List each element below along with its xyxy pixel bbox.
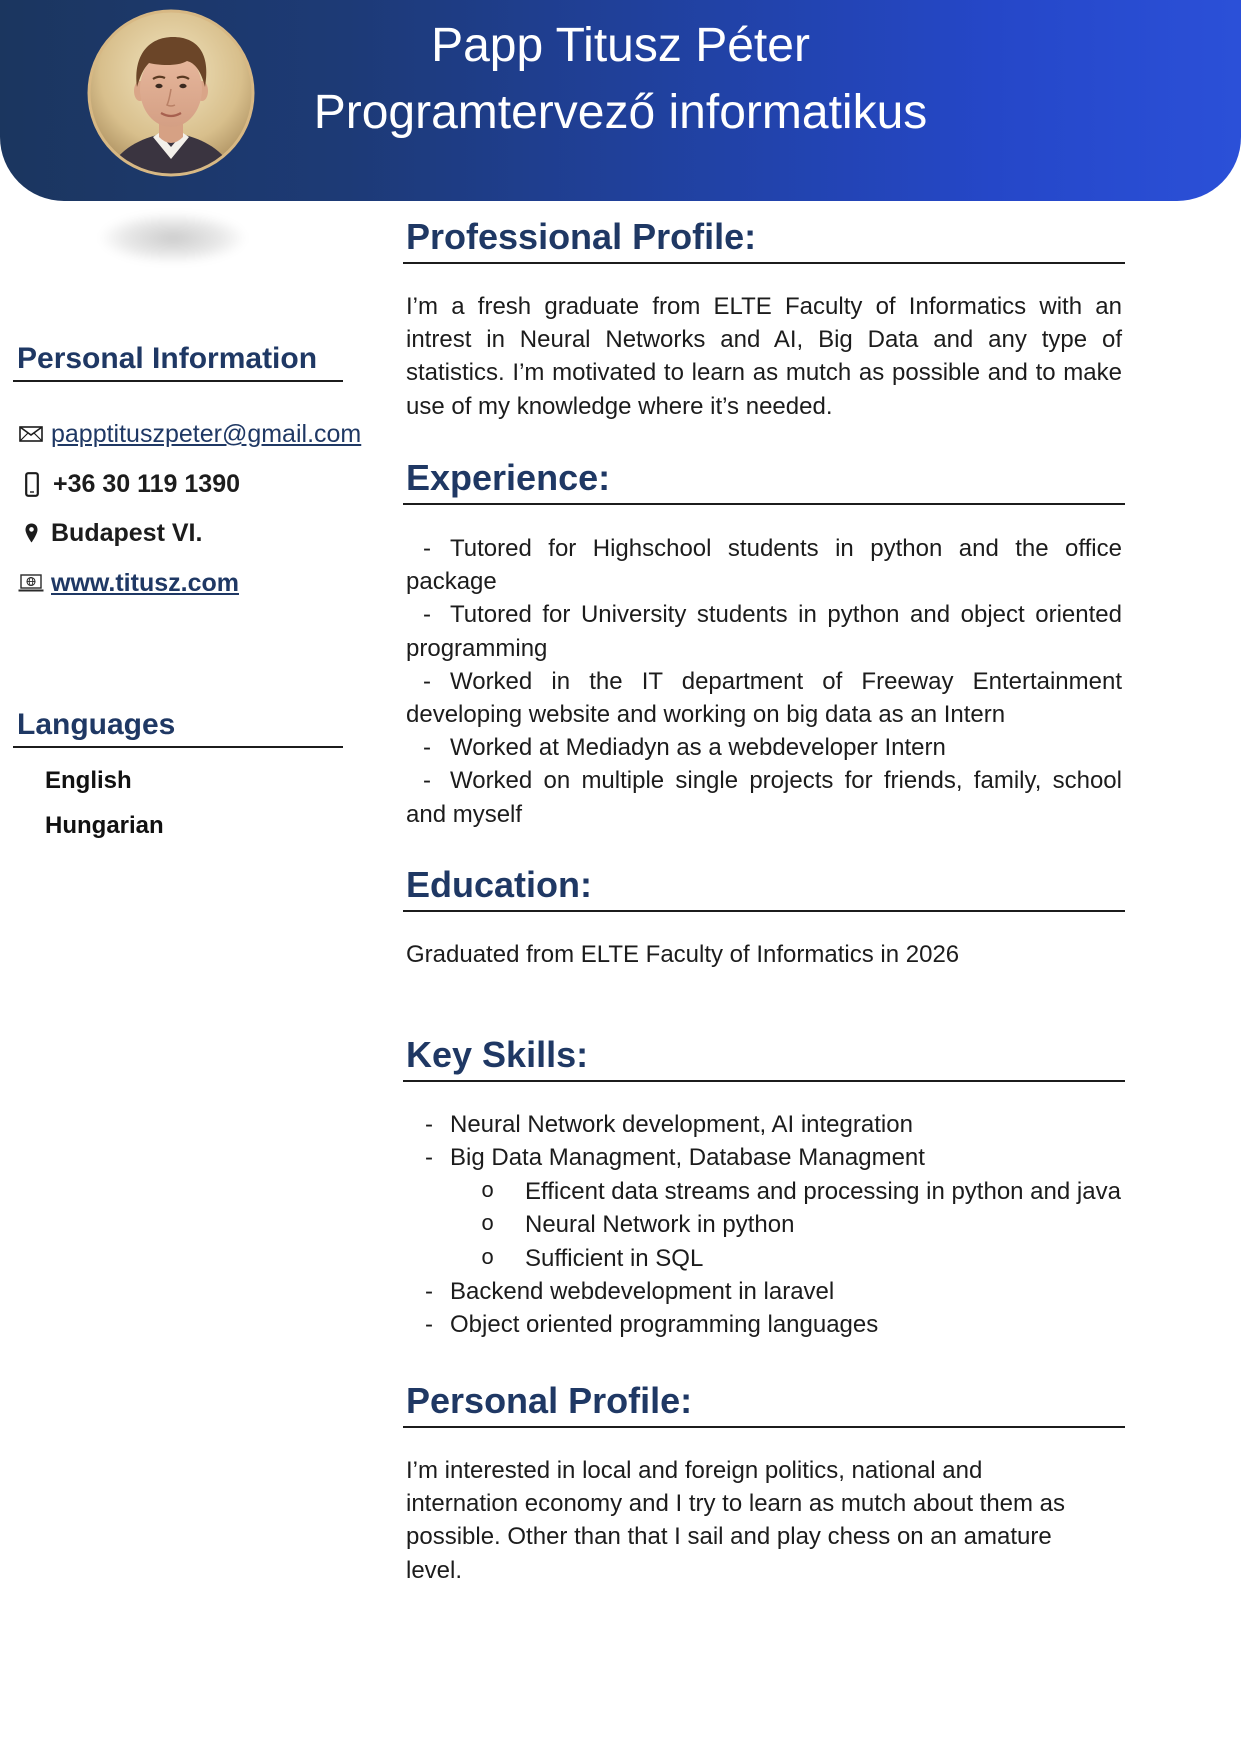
bullet-circle: o	[481, 1212, 495, 1238]
skill-sub-item-text: Efficent data streams and processing in python and java	[525, 1177, 1121, 1205]
skill-item	[406, 1108, 1122, 1141]
candidate-name: Papp Titusz Péter	[431, 19, 810, 72]
experience-item-text: Worked in the IT department of Freeway Entertainment developing website and working on big data as an Intern	[406, 667, 1122, 729]
photo-shadow	[98, 212, 248, 264]
bullet-dash: -	[425, 1278, 433, 1306]
skill-sub-item-text: Sufficient in SQL	[525, 1244, 704, 1272]
personal-information-heading: Personal Information	[13, 340, 343, 382]
personal-profile-heading: Personal Profile:	[403, 1379, 1125, 1428]
key-skills-heading: Key Skills:	[403, 1033, 1125, 1082]
bullet-dash: -	[423, 767, 431, 795]
bullet-dash: -	[423, 601, 431, 629]
experience-item-text: Tutored for University students in python and object oriented programming	[406, 601, 1122, 662]
experience-item	[406, 665, 1122, 731]
language-item: Hungarian	[45, 812, 164, 839]
experience-item-text: Worked at Mediadyn as a webdeveloper Intern	[450, 734, 946, 762]
contact-website-row	[0, 563, 395, 603]
website-icon	[18, 574, 44, 592]
skill-item-text: Neural Network development, AI integration	[450, 1111, 913, 1138]
skill-item	[406, 1275, 1122, 1308]
languages-heading: Languages	[13, 706, 343, 748]
experience-heading: Experience:	[403, 456, 1125, 505]
contact-email-row	[0, 414, 395, 454]
experience-item-text: Tutored for Highschool students in python and the office package	[406, 535, 1122, 596]
bullet-dash: -	[423, 667, 431, 695]
experience-item	[406, 598, 1122, 664]
skill-item	[406, 1308, 1122, 1341]
experience-item-text: Worked on multiple single projects for friends, family, school and myself	[406, 767, 1122, 828]
personal-profile-text: I’m interested in local and foreign politics, national and internation economy and I try to learn as mutch about them as possible. Other than that I sail and play chess on an amature level.	[406, 1457, 1066, 1584]
phone-icon	[25, 472, 39, 497]
skill-sub-item-text: Neural Network in python	[525, 1211, 795, 1239]
bullet-dash: -	[425, 1111, 433, 1138]
skill-sub-item	[406, 1175, 1122, 1208]
experience-item	[406, 532, 1122, 598]
bullet-dash: -	[425, 1144, 433, 1172]
education-heading: Education:	[403, 863, 1125, 912]
experience-item	[406, 731, 1122, 764]
contact-phone-row	[0, 464, 395, 504]
key-skills-list	[406, 1108, 1122, 1342]
experience-item	[406, 764, 1122, 830]
bullet-dash: -	[425, 1311, 433, 1339]
skill-item-text: Backend webdevelopment in laravel	[450, 1278, 835, 1306]
skill-item-text: Object oriented programming languages	[450, 1311, 879, 1339]
skill-sub-item	[406, 1242, 1122, 1275]
bullet-dash: -	[423, 535, 431, 562]
phone-number: +36 30 119 1390	[53, 470, 240, 498]
bullet-circle: o	[481, 1245, 495, 1271]
contact-location-row	[0, 513, 395, 553]
skill-sub-item	[406, 1208, 1122, 1241]
location-text: Budapest VI.	[51, 519, 203, 547]
job-title: Programtervező informatikus	[313, 86, 928, 139]
skill-item-text: Big Data Managment, Database Managment	[450, 1144, 925, 1172]
envelope-icon	[19, 426, 43, 442]
professional-profile-text: I’m a fresh graduate from ELTE Faculty of Informatics with an intrest in Neural Networks and AI, Big Data and any type of statistics. I’m motivated to learn as mutch as possible and to make use of my knowledge where it’s needed.	[406, 293, 1122, 420]
education-text: Graduated from ELTE Faculty of Informatics in 2026	[406, 941, 960, 968]
profile-photo	[87, 9, 255, 177]
website-link[interactable]: www.titusz.com	[51, 569, 239, 597]
map-pin-icon	[25, 523, 38, 543]
experience-list	[406, 532, 1122, 831]
language-item: English	[45, 767, 132, 794]
email-link[interactable]: papptituszpeter@gmail.com	[51, 420, 362, 448]
skill-item	[406, 1141, 1122, 1174]
bullet-dash: -	[423, 734, 431, 762]
bullet-circle: o	[481, 1178, 495, 1204]
professional-profile-heading: Professional Profile:	[403, 215, 1125, 264]
